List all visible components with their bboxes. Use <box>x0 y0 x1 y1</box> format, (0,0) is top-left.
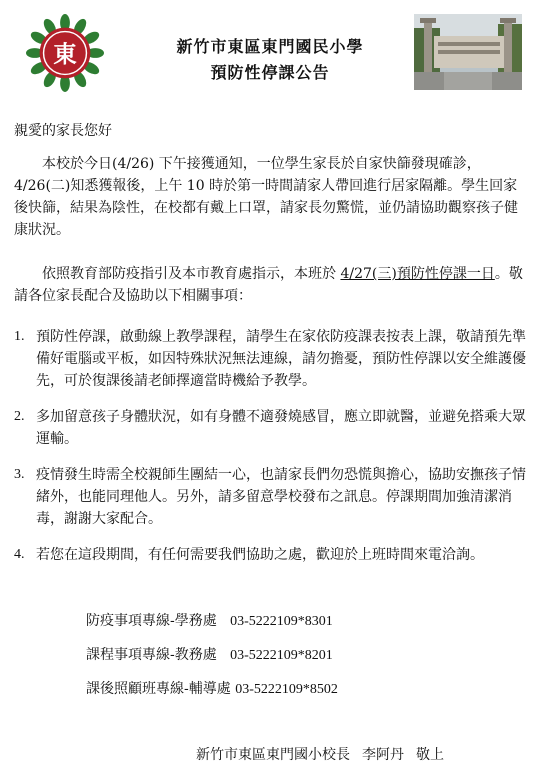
contact-phone: 03-5222109*8301 <box>230 614 333 629</box>
list-item <box>14 326 528 392</box>
signature-closing: 敬上 <box>416 747 444 763</box>
contact-label: 課程事項專線-教務處 <box>86 647 217 663</box>
suspension-date: 4/27(三)預防性停課一日 <box>340 266 495 282</box>
contact-row <box>86 644 338 678</box>
signature-name: 李阿丹 <box>362 747 404 763</box>
item-text: 若您在這段期間，有任何需要我們協助之處，歡迎於上班時間來電洽詢。 <box>36 547 484 563</box>
instruction-paragraph <box>14 263 528 307</box>
notice-title: 預防性停課公告 <box>210 63 330 82</box>
signature <box>196 744 444 764</box>
contact-list <box>86 610 338 712</box>
item-text: 多加留意孩子身體狀況，如有身體不適發燒感冒，應立即就醫，並避免搭乘大眾運輸。 <box>36 409 526 447</box>
notice-items <box>14 326 528 580</box>
instruction-text-after: 。敬請各位家長配合及協助以下相關事項： <box>14 266 523 304</box>
contact-label: 課後照顧班專線-輔導處 <box>86 681 231 697</box>
contact-phone: 03-5222109*8201 <box>230 648 333 663</box>
intro-paragraph: 本校於今日(4/26) 下午接獲通知，一位學生家長於自家快篩發現確診，4/26(二)知悉獲報後，上午 10 時於第一時間請家人帶回進行居家隔離。學生回家後快篩，結果為陰性，在校都有戴上口罩，請家長勿驚慌，並仍請協助觀察孩子健康狀況。 <box>14 156 518 238</box>
instruction-text-before: 依照教育部防疫指引及本市教育處指示，本班於 <box>42 266 341 282</box>
list-item <box>14 406 528 450</box>
signature-title: 新竹市東區東門國小校長 <box>196 747 350 763</box>
greeting: 親愛的家長您好 <box>14 123 112 139</box>
logo-glyph: 東 <box>53 39 77 68</box>
contact-phone: 03-5222109*8502 <box>235 682 338 697</box>
contact-label: 防疫事項專線-學務處 <box>86 613 217 629</box>
list-item <box>14 544 528 566</box>
list-item <box>14 464 528 530</box>
item-number: 2. <box>14 409 25 424</box>
item-number: 1. <box>14 329 25 344</box>
item-text: 預防性停課，啟動線上教學課程，請學生在家依防疫課表按表上課，敬請預先準備好電腦或平板，如因特殊狀況無法連線，請勿擔憂，預防性停課以安全維護優先，可於復課後請老師擇適當時機給予教學。 <box>36 329 526 389</box>
contact-row <box>86 678 338 712</box>
school-gate-photo <box>414 14 522 90</box>
contact-row <box>86 610 338 644</box>
school-name: 新竹市東區東門國民小學 <box>176 37 364 56</box>
item-text: 疫情發生時需全校親師生團結一心，也請家長們勿恐慌與擔心，協助安撫孩子情緒外，也能同理他人。另外，請多留意學校發布之訊息。停課期間加強清潔消毒，謝謝大家配合。 <box>36 467 526 527</box>
item-number: 4. <box>14 547 25 562</box>
item-number: 3. <box>14 467 25 482</box>
